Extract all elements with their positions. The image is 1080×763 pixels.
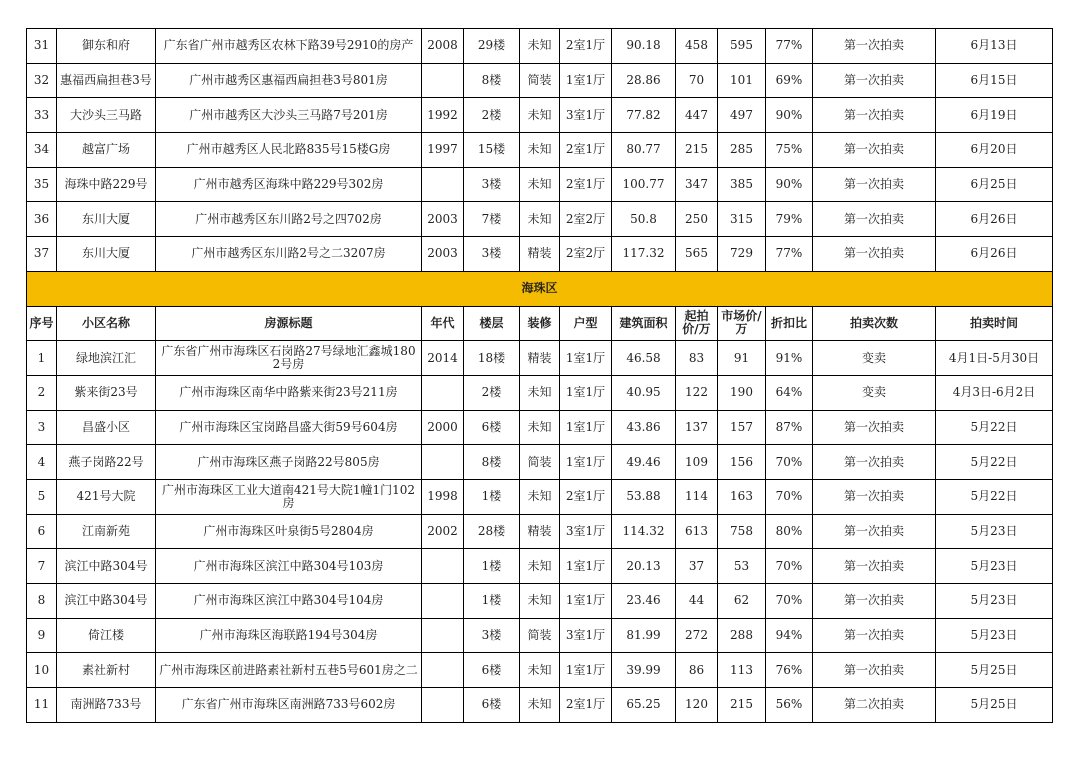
column-header xyxy=(27,306,1053,341)
cell-community: 绿地滨江汇 xyxy=(57,341,156,376)
cell-area: 46.58 xyxy=(612,341,676,376)
cell-title: 广州市海珠区滨江中路304号103房 xyxy=(156,549,422,584)
cell-index: 32 xyxy=(27,63,57,98)
cell-community: 素社新村 xyxy=(57,653,156,688)
cell-index: 34 xyxy=(27,133,57,168)
cell-auction-date: 6月26日 xyxy=(936,237,1053,272)
cell-start-price: 250 xyxy=(676,202,718,237)
col-header-year: 年代 xyxy=(422,306,464,341)
cell-community: 东川大厦 xyxy=(57,202,156,237)
cell-decoration: 未知 xyxy=(520,375,560,410)
cell-auction-round: 第一次拍卖 xyxy=(813,584,936,619)
cell-market-price: 315 xyxy=(718,202,766,237)
cell-start-price: 447 xyxy=(676,98,718,133)
cell-auction-date: 6月13日 xyxy=(936,29,1053,64)
cell-decoration: 未知 xyxy=(520,653,560,688)
cell-floor: 8楼 xyxy=(464,63,520,98)
section-title: 海珠区 xyxy=(27,271,1053,306)
cell-market-price: 497 xyxy=(718,98,766,133)
cell-market-price: 285 xyxy=(718,133,766,168)
cell-title: 广州市越秀区东川路2号之四702房 xyxy=(156,202,422,237)
cell-index: 6 xyxy=(27,514,57,549)
cell-floor: 3楼 xyxy=(464,167,520,202)
col-header-decoration: 装修 xyxy=(520,306,560,341)
cell-floor: 1楼 xyxy=(464,584,520,619)
cell-title: 广东省广州市海珠区南洲路733号602房 xyxy=(156,688,422,723)
cell-layout: 1室1厅 xyxy=(560,375,612,410)
cell-discount: 90% xyxy=(766,98,813,133)
cell-auction-round: 第一次拍卖 xyxy=(813,549,936,584)
cell-area: 40.95 xyxy=(612,375,676,410)
col-header-discount: 折扣比 xyxy=(766,306,813,341)
cell-layout: 3室1厅 xyxy=(560,618,612,653)
cell-auction-round: 变卖 xyxy=(813,341,936,376)
cell-decoration: 精装 xyxy=(520,237,560,272)
cell-community: 倚江楼 xyxy=(57,618,156,653)
cell-index: 9 xyxy=(27,618,57,653)
cell-community: 江南新苑 xyxy=(57,514,156,549)
cell-market-price: 288 xyxy=(718,618,766,653)
cell-area: 77.82 xyxy=(612,98,676,133)
cell-discount: 70% xyxy=(766,479,813,514)
cell-title: 广州市海珠区前进路素社新村五巷5号601房之二 xyxy=(156,653,422,688)
table-row xyxy=(27,479,1053,514)
cell-floor: 2楼 xyxy=(464,98,520,133)
cell-layout: 2室2厅 xyxy=(560,202,612,237)
cell-start-price: 114 xyxy=(676,479,718,514)
cell-start-price: 37 xyxy=(676,549,718,584)
cell-title: 广州市海珠区南华中路紫来街23号211房 xyxy=(156,375,422,410)
cell-floor: 28楼 xyxy=(464,514,520,549)
cell-area: 49.46 xyxy=(612,445,676,480)
cell-area: 39.99 xyxy=(612,653,676,688)
cell-index: 35 xyxy=(27,167,57,202)
yuexiu-rows xyxy=(27,29,1053,272)
cell-market-price: 101 xyxy=(718,63,766,98)
cell-decoration: 未知 xyxy=(520,29,560,64)
cell-market-price: 163 xyxy=(718,479,766,514)
cell-community: 滨江中路304号 xyxy=(57,584,156,619)
cell-layout: 1室1厅 xyxy=(560,63,612,98)
cell-auction-date: 5月25日 xyxy=(936,688,1053,723)
cell-market-price: 62 xyxy=(718,584,766,619)
cell-discount: 79% xyxy=(766,202,813,237)
cell-market-price: 91 xyxy=(718,341,766,376)
cell-area: 81.99 xyxy=(612,618,676,653)
cell-discount: 77% xyxy=(766,29,813,64)
cell-auction-round: 第一次拍卖 xyxy=(813,202,936,237)
cell-auction-round: 第一次拍卖 xyxy=(813,237,936,272)
cell-market-price: 156 xyxy=(718,445,766,480)
cell-floor: 1楼 xyxy=(464,549,520,584)
col-header-layout: 户型 xyxy=(560,306,612,341)
cell-area: 43.86 xyxy=(612,410,676,445)
cell-auction-date: 5月23日 xyxy=(936,514,1053,549)
cell-decoration: 未知 xyxy=(520,167,560,202)
cell-market-price: 113 xyxy=(718,653,766,688)
cell-layout: 2室2厅 xyxy=(560,237,612,272)
cell-discount: 77% xyxy=(766,237,813,272)
cell-title: 广东省广州市海珠区石岗路27号绿地汇鑫城1802号房 xyxy=(156,341,422,376)
cell-decoration: 未知 xyxy=(520,202,560,237)
cell-year xyxy=(422,618,464,653)
cell-market-price: 385 xyxy=(718,167,766,202)
cell-auction-date: 5月23日 xyxy=(936,549,1053,584)
table-row xyxy=(27,63,1053,98)
cell-start-price: 272 xyxy=(676,618,718,653)
cell-floor: 3楼 xyxy=(464,618,520,653)
cell-market-price: 758 xyxy=(718,514,766,549)
cell-discount: 69% xyxy=(766,63,813,98)
cell-floor: 29楼 xyxy=(464,29,520,64)
cell-community: 大沙头三马路 xyxy=(57,98,156,133)
cell-auction-round: 第一次拍卖 xyxy=(813,618,936,653)
table-row xyxy=(27,618,1053,653)
cell-title: 广东省广州市越秀区农林下路39号2910的房产 xyxy=(156,29,422,64)
cell-year: 1998 xyxy=(422,479,464,514)
cell-index: 36 xyxy=(27,202,57,237)
col-header-community: 小区名称 xyxy=(57,306,156,341)
cell-discount: 76% xyxy=(766,653,813,688)
cell-community: 东川大厦 xyxy=(57,237,156,272)
cell-floor: 15楼 xyxy=(464,133,520,168)
cell-year xyxy=(422,549,464,584)
cell-auction-date: 5月23日 xyxy=(936,618,1053,653)
cell-auction-round: 第一次拍卖 xyxy=(813,63,936,98)
cell-title: 广州市海珠区燕子岗路22号805房 xyxy=(156,445,422,480)
cell-year xyxy=(422,63,464,98)
table-row xyxy=(27,549,1053,584)
cell-start-price: 86 xyxy=(676,653,718,688)
cell-year: 2003 xyxy=(422,237,464,272)
cell-decoration: 简装 xyxy=(520,618,560,653)
cell-index: 8 xyxy=(27,584,57,619)
cell-index: 2 xyxy=(27,375,57,410)
table-row xyxy=(27,514,1053,549)
cell-community: 421号大院 xyxy=(57,479,156,514)
cell-layout: 1室1厅 xyxy=(560,341,612,376)
cell-auction-date: 6月26日 xyxy=(936,202,1053,237)
cell-floor: 6楼 xyxy=(464,410,520,445)
cell-auction-date: 5月22日 xyxy=(936,410,1053,445)
cell-area: 50.8 xyxy=(612,202,676,237)
cell-community: 越富广场 xyxy=(57,133,156,168)
cell-decoration: 未知 xyxy=(520,479,560,514)
cell-discount: 70% xyxy=(766,445,813,480)
section-band xyxy=(27,271,1053,306)
cell-auction-round: 变卖 xyxy=(813,375,936,410)
cell-community: 昌盛小区 xyxy=(57,410,156,445)
table-row xyxy=(27,29,1053,64)
cell-floor: 7楼 xyxy=(464,202,520,237)
cell-area: 117.32 xyxy=(612,237,676,272)
cell-year xyxy=(422,375,464,410)
cell-auction-round: 第一次拍卖 xyxy=(813,514,936,549)
cell-community: 燕子岗路22号 xyxy=(57,445,156,480)
cell-area: 114.32 xyxy=(612,514,676,549)
cell-auction-date: 4月1日-5月30日 xyxy=(936,341,1053,376)
cell-index: 31 xyxy=(27,29,57,64)
cell-layout: 3室1厅 xyxy=(560,514,612,549)
cell-decoration: 精装 xyxy=(520,514,560,549)
auction-table xyxy=(26,28,1053,723)
header-row xyxy=(27,306,1053,341)
cell-area: 28.86 xyxy=(612,63,676,98)
cell-discount: 87% xyxy=(766,410,813,445)
table-row xyxy=(27,133,1053,168)
cell-layout: 3室1厅 xyxy=(560,98,612,133)
table-row xyxy=(27,445,1053,480)
cell-auction-round: 第一次拍卖 xyxy=(813,410,936,445)
cell-layout: 1室1厅 xyxy=(560,653,612,688)
cell-layout: 1室1厅 xyxy=(560,584,612,619)
cell-index: 11 xyxy=(27,688,57,723)
cell-community: 海珠中路229号 xyxy=(57,167,156,202)
table-row xyxy=(27,202,1053,237)
table-row xyxy=(27,584,1053,619)
cell-decoration: 未知 xyxy=(520,410,560,445)
cell-title: 广州市越秀区人民北路835号15楼G房 xyxy=(156,133,422,168)
col-header-start-price: 起拍价/万 xyxy=(676,306,718,341)
cell-title: 广州市越秀区惠福西扁担巷3号801房 xyxy=(156,63,422,98)
cell-auction-date: 5月25日 xyxy=(936,653,1053,688)
cell-area: 20.13 xyxy=(612,549,676,584)
cell-auction-date: 6月20日 xyxy=(936,133,1053,168)
cell-discount: 80% xyxy=(766,514,813,549)
cell-index: 10 xyxy=(27,653,57,688)
col-header-index: 序号 xyxy=(27,306,57,341)
cell-start-price: 215 xyxy=(676,133,718,168)
cell-decoration: 简装 xyxy=(520,63,560,98)
col-header-title: 房源标题 xyxy=(156,306,422,341)
table-row xyxy=(27,167,1053,202)
cell-start-price: 122 xyxy=(676,375,718,410)
cell-layout: 2室1厅 xyxy=(560,133,612,168)
cell-auction-round: 第二次拍卖 xyxy=(813,688,936,723)
cell-layout: 1室1厅 xyxy=(560,445,612,480)
cell-layout: 1室1厅 xyxy=(560,410,612,445)
cell-market-price: 190 xyxy=(718,375,766,410)
cell-area: 23.46 xyxy=(612,584,676,619)
table-row xyxy=(27,237,1053,272)
cell-floor: 2楼 xyxy=(464,375,520,410)
cell-index: 37 xyxy=(27,237,57,272)
cell-year: 2000 xyxy=(422,410,464,445)
cell-decoration: 未知 xyxy=(520,549,560,584)
cell-index: 5 xyxy=(27,479,57,514)
cell-market-price: 215 xyxy=(718,688,766,723)
col-header-market-price: 市场价/万 xyxy=(718,306,766,341)
cell-title: 广州市越秀区东川路2号之二3207房 xyxy=(156,237,422,272)
cell-market-price: 157 xyxy=(718,410,766,445)
cell-market-price: 53 xyxy=(718,549,766,584)
cell-auction-date: 5月23日 xyxy=(936,584,1053,619)
cell-year xyxy=(422,653,464,688)
cell-layout: 2室1厅 xyxy=(560,479,612,514)
cell-discount: 75% xyxy=(766,133,813,168)
table-row xyxy=(27,375,1053,410)
cell-area: 100.77 xyxy=(612,167,676,202)
cell-floor: 18楼 xyxy=(464,341,520,376)
cell-auction-round: 第一次拍卖 xyxy=(813,29,936,64)
cell-layout: 2室1厅 xyxy=(560,29,612,64)
cell-discount: 90% xyxy=(766,167,813,202)
cell-auction-date: 6月25日 xyxy=(936,167,1053,202)
col-header-area: 建筑面积 xyxy=(612,306,676,341)
cell-year: 2014 xyxy=(422,341,464,376)
cell-layout: 1室1厅 xyxy=(560,549,612,584)
cell-year: 2002 xyxy=(422,514,464,549)
cell-year: 1992 xyxy=(422,98,464,133)
cell-community: 紫来街23号 xyxy=(57,375,156,410)
cell-floor: 1楼 xyxy=(464,479,520,514)
col-header-auction-round: 拍卖次数 xyxy=(813,306,936,341)
cell-title: 广州市越秀区海珠中路229号302房 xyxy=(156,167,422,202)
cell-start-price: 83 xyxy=(676,341,718,376)
cell-decoration: 未知 xyxy=(520,98,560,133)
col-header-auction-date: 拍卖时间 xyxy=(936,306,1053,341)
cell-floor: 6楼 xyxy=(464,653,520,688)
cell-decoration: 未知 xyxy=(520,584,560,619)
listing-sheet xyxy=(26,28,1053,723)
cell-auction-round: 第一次拍卖 xyxy=(813,653,936,688)
cell-start-price: 458 xyxy=(676,29,718,64)
cell-floor: 3楼 xyxy=(464,237,520,272)
cell-year xyxy=(422,445,464,480)
cell-year: 2008 xyxy=(422,29,464,64)
cell-title: 广州市海珠区滨江中路304号104房 xyxy=(156,584,422,619)
cell-community: 惠福西扁担巷3号 xyxy=(57,63,156,98)
cell-market-price: 595 xyxy=(718,29,766,64)
cell-area: 90.18 xyxy=(612,29,676,64)
cell-start-price: 347 xyxy=(676,167,718,202)
cell-auction-date: 6月19日 xyxy=(936,98,1053,133)
cell-year xyxy=(422,584,464,619)
table-row xyxy=(27,98,1053,133)
cell-year xyxy=(422,167,464,202)
cell-index: 1 xyxy=(27,341,57,376)
cell-community: 南洲路733号 xyxy=(57,688,156,723)
cell-discount: 64% xyxy=(766,375,813,410)
cell-auction-round: 第一次拍卖 xyxy=(813,445,936,480)
cell-start-price: 70 xyxy=(676,63,718,98)
cell-year: 2003 xyxy=(422,202,464,237)
cell-index: 33 xyxy=(27,98,57,133)
cell-index: 3 xyxy=(27,410,57,445)
cell-start-price: 613 xyxy=(676,514,718,549)
cell-auction-date: 6月15日 xyxy=(936,63,1053,98)
cell-discount: 70% xyxy=(766,584,813,619)
cell-index: 4 xyxy=(27,445,57,480)
cell-decoration: 未知 xyxy=(520,688,560,723)
table-row xyxy=(27,410,1053,445)
cell-decoration: 精装 xyxy=(520,341,560,376)
cell-layout: 2室1厅 xyxy=(560,167,612,202)
cell-start-price: 137 xyxy=(676,410,718,445)
cell-year: 1997 xyxy=(422,133,464,168)
cell-title: 广州市海珠区叶泉街5号2804房 xyxy=(156,514,422,549)
cell-auction-date: 4月3日-6月2日 xyxy=(936,375,1053,410)
cell-decoration: 未知 xyxy=(520,133,560,168)
table-row xyxy=(27,341,1053,376)
cell-start-price: 44 xyxy=(676,584,718,619)
cell-discount: 56% xyxy=(766,688,813,723)
cell-auction-round: 第一次拍卖 xyxy=(813,479,936,514)
cell-auction-round: 第一次拍卖 xyxy=(813,133,936,168)
cell-community: 御东和府 xyxy=(57,29,156,64)
cell-title: 广州市海珠区工业大道南421号大院1幢1门102房 xyxy=(156,479,422,514)
cell-floor: 8楼 xyxy=(464,445,520,480)
cell-discount: 70% xyxy=(766,549,813,584)
cell-auction-date: 5月22日 xyxy=(936,479,1053,514)
haizhu-rows xyxy=(27,341,1053,723)
cell-layout: 2室1厅 xyxy=(560,688,612,723)
cell-start-price: 565 xyxy=(676,237,718,272)
cell-area: 80.77 xyxy=(612,133,676,168)
table-row xyxy=(27,653,1053,688)
cell-floor: 6楼 xyxy=(464,688,520,723)
cell-auction-date: 5月22日 xyxy=(936,445,1053,480)
cell-start-price: 109 xyxy=(676,445,718,480)
table-row xyxy=(27,688,1053,723)
cell-auction-round: 第一次拍卖 xyxy=(813,167,936,202)
cell-auction-round: 第一次拍卖 xyxy=(813,98,936,133)
cell-market-price: 729 xyxy=(718,237,766,272)
cell-start-price: 120 xyxy=(676,688,718,723)
col-header-floor: 楼层 xyxy=(464,306,520,341)
cell-title: 广州市海珠区宝岗路昌盛大街59号604房 xyxy=(156,410,422,445)
cell-title: 广州市越秀区大沙头三马路7号201房 xyxy=(156,98,422,133)
cell-year xyxy=(422,688,464,723)
cell-area: 53.88 xyxy=(612,479,676,514)
cell-title: 广州市海珠区海联路194号304房 xyxy=(156,618,422,653)
cell-discount: 94% xyxy=(766,618,813,653)
cell-discount: 91% xyxy=(766,341,813,376)
cell-decoration: 简装 xyxy=(520,445,560,480)
cell-area: 65.25 xyxy=(612,688,676,723)
cell-index: 7 xyxy=(27,549,57,584)
section-row xyxy=(27,271,1053,306)
cell-community: 滨江中路304号 xyxy=(57,549,156,584)
